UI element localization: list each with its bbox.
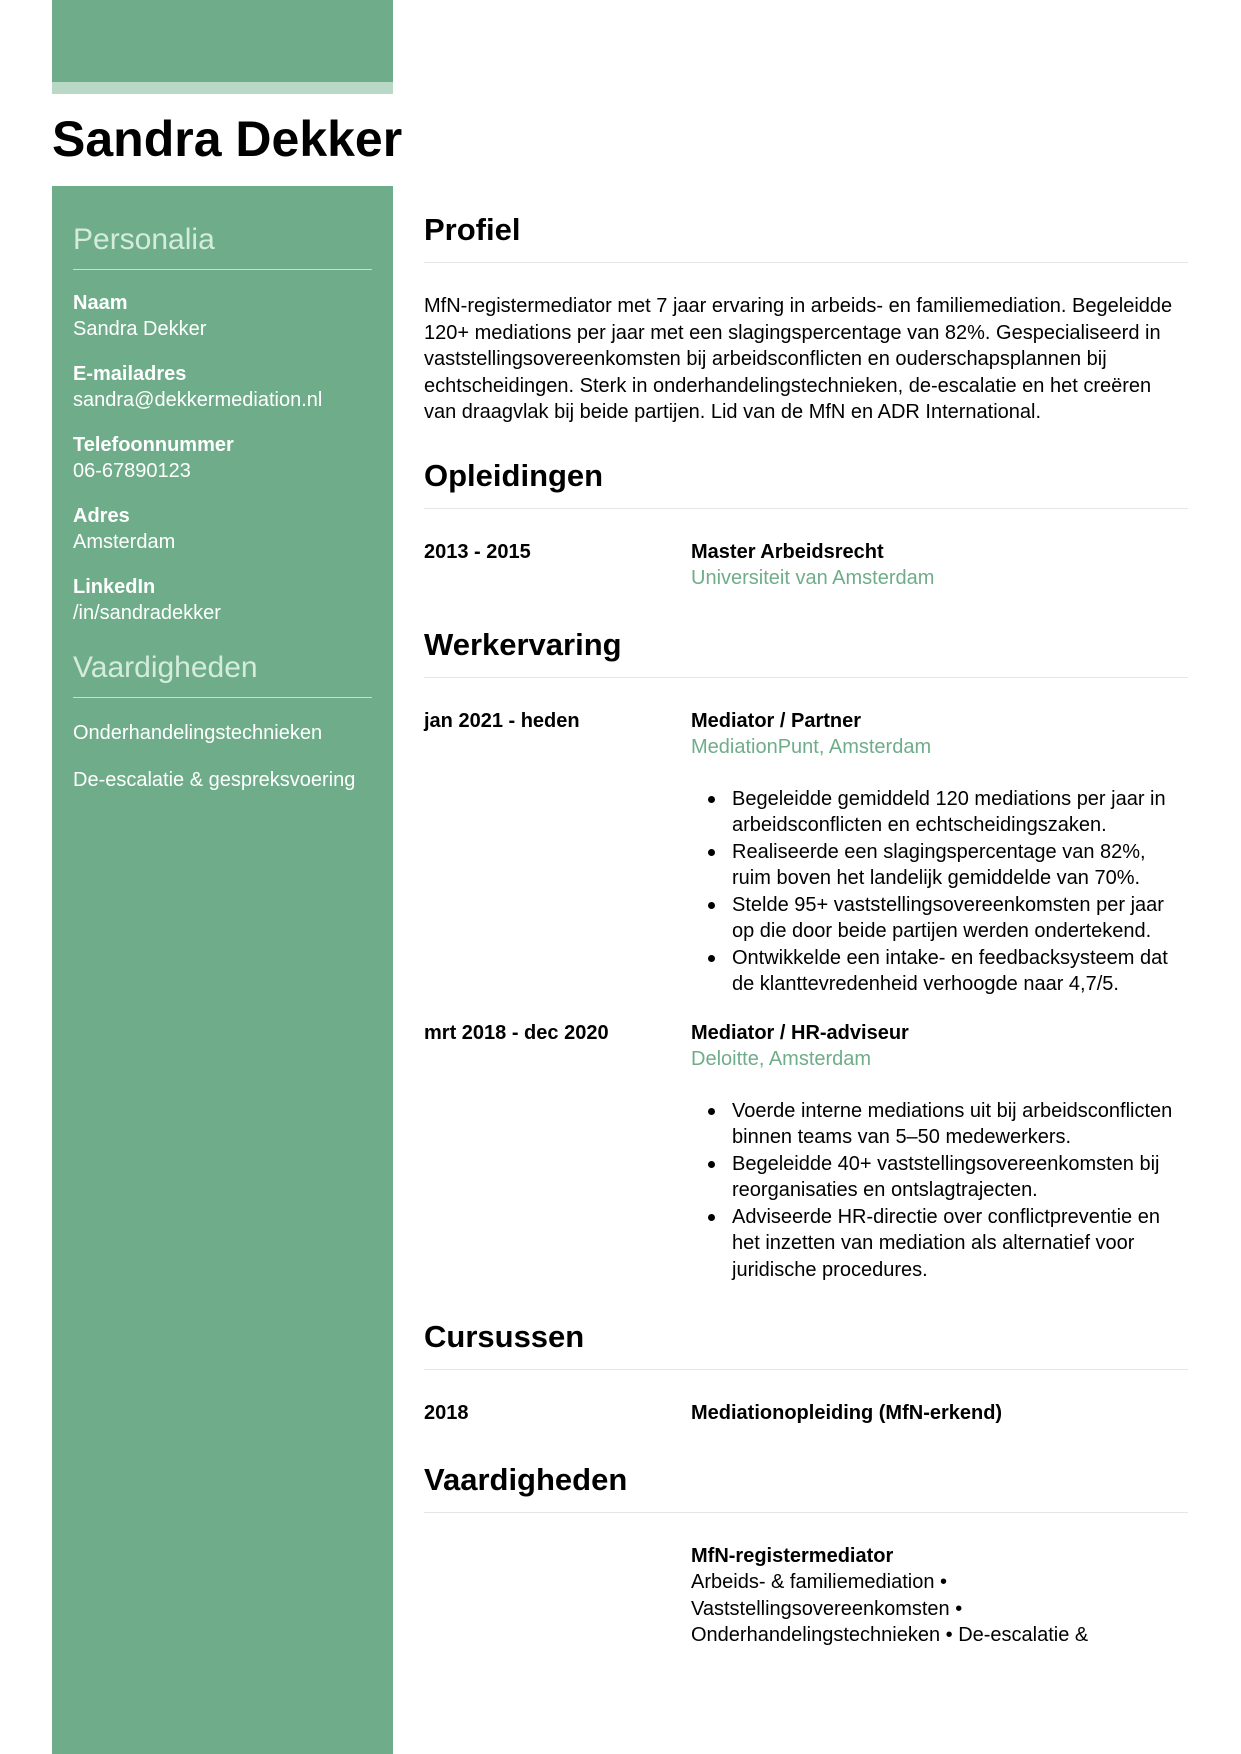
entry-title: Mediator / Partner: [691, 709, 862, 732]
sidebar-skill-item: De-escalatie & gespreksvoering: [73, 769, 356, 791]
entry-body: [691, 1400, 1188, 1426]
personal-item-name: [73, 290, 372, 342]
linkedin-link[interactable]: /in/sandradekker: [73, 602, 221, 624]
personal-value: Sandra Dekker: [73, 318, 207, 340]
personal-details: [73, 290, 372, 626]
work-entry: [424, 708, 1188, 998]
bullet-item: Voerde interne mediations uit bij arbeidsconflicten binnen teams van 5–50 medewerkers.: [691, 1098, 1188, 1151]
bullet-item: Ontwikkelde een intake- en feedbacksysteem dat de klanttevredenheid verhoogde naar 4,7/5.: [691, 945, 1188, 998]
skills-title: MfN-registermediator: [691, 1545, 894, 1567]
main-content: [424, 210, 1188, 1649]
personal-item-address: [73, 503, 372, 555]
entry-organization: Universiteit van Amsterdam: [691, 566, 935, 589]
personal-item-phone: [73, 432, 372, 484]
work-bullets: [691, 1098, 1188, 1284]
skills-entry: [424, 1543, 1188, 1649]
personal-value: Amsterdam: [73, 531, 176, 553]
skills-section: [424, 1460, 1188, 1649]
entry-date: 2018: [424, 1402, 469, 1424]
skills-text: Arbeids- & familiemediation • Vaststellingsovereenkomsten • Onderhandelingstechnieken • De-escalatie &: [691, 1571, 1089, 1646]
personal-label: Telefoonnummer: [73, 434, 234, 456]
personal-label: LinkedIn: [73, 576, 156, 598]
sidebar: [52, 186, 393, 1754]
profile-section: [424, 210, 1188, 426]
personalia-heading: Personalia: [73, 220, 372, 270]
sidebar-skills-heading: Vaardigheden: [73, 648, 372, 698]
bullet-item: Begeleidde 40+ vaststellingsovereenkomsten bij reorganisaties en ontslagtrajecten.: [691, 1151, 1188, 1204]
course-entry: [424, 1400, 1188, 1426]
bullet-item: Adviseerde HR-directie over conflictpreventie en het inzetten van mediation als alternatief voor juridische procedures.: [691, 1204, 1188, 1284]
work-bullets: [691, 786, 1188, 998]
personal-label: E-mailadres: [73, 363, 187, 385]
email-link[interactable]: sandra@dekkermediation.nl: [73, 389, 323, 411]
entry-title: Master Arbeidsrecht: [691, 540, 884, 563]
candidate-name: Sandra Dekker: [52, 111, 403, 167]
courses-heading: Cursussen: [424, 1317, 1188, 1370]
entry-date: mrt 2018 - dec 2020: [424, 1021, 609, 1044]
work-heading: Werkervaring: [424, 625, 1188, 678]
personal-value: 06-67890123: [73, 460, 191, 482]
entry-organization: MediationPunt, Amsterdam: [691, 735, 932, 758]
header-accent-band: [52, 0, 393, 82]
entry-title: Mediator / HR-adviseur: [691, 1021, 909, 1044]
bullet-item: Realiseerde een slagingspercentage van 82%, ruim boven het landelijk gemiddelde van 70%.: [691, 839, 1188, 892]
work-entry: [424, 1020, 1188, 1284]
entry-organization: Deloitte, Amsterdam: [691, 1047, 872, 1070]
work-section: [424, 625, 1188, 1284]
personal-label: Naam: [73, 292, 128, 314]
entry-date: 2013 - 2015: [424, 540, 531, 563]
entry-body: [691, 1543, 1188, 1649]
profile-heading: Profiel: [424, 210, 1188, 263]
sidebar-skill-item: Onderhandelingstechnieken: [73, 722, 323, 744]
entry-date-empty: [424, 1543, 691, 1649]
profile-text: MfN-registermediator met 7 jaar ervaring in arbeids- en familiemediation. Begeleidde 120+ mediations per jaar met een slagingspercentage van 82%. Gespecialiseerd in vaststellingsovereenkomsten bij arbeidsconflicten en ouderschapsplannen bij echtscheidingen. Sterk in onderhandelingstechnieken, de-escalatie en het creëren van draagvlak bij beide partijen. Lid van de MfN en ADR International.: [424, 295, 1173, 423]
education-section: [424, 456, 1188, 591]
entry-body: [691, 539, 1188, 591]
education-entry: [424, 539, 1188, 591]
header-accent-stripe: [52, 82, 393, 94]
personal-label: Adres: [73, 505, 130, 527]
personal-item-linkedin: [73, 574, 372, 626]
entry-title: Mediationopleiding (MfN-erkend): [691, 1402, 1003, 1424]
entry-body: [691, 708, 1188, 998]
entry-body: [691, 1020, 1188, 1284]
skills-heading: Vaardigheden: [424, 1460, 1188, 1513]
entry-date: jan 2021 - heden: [424, 709, 580, 732]
courses-section: [424, 1317, 1188, 1426]
bullet-item: Stelde 95+ vaststellingsovereenkomsten per jaar op die door beide partijen werden ondertekend.: [691, 892, 1188, 945]
education-heading: Opleidingen: [424, 456, 1188, 509]
bullet-item: Begeleidde gemiddeld 120 mediations per jaar in arbeidsconflicten en echtscheidingszaken.: [691, 786, 1188, 839]
personal-item-email: [73, 361, 372, 413]
